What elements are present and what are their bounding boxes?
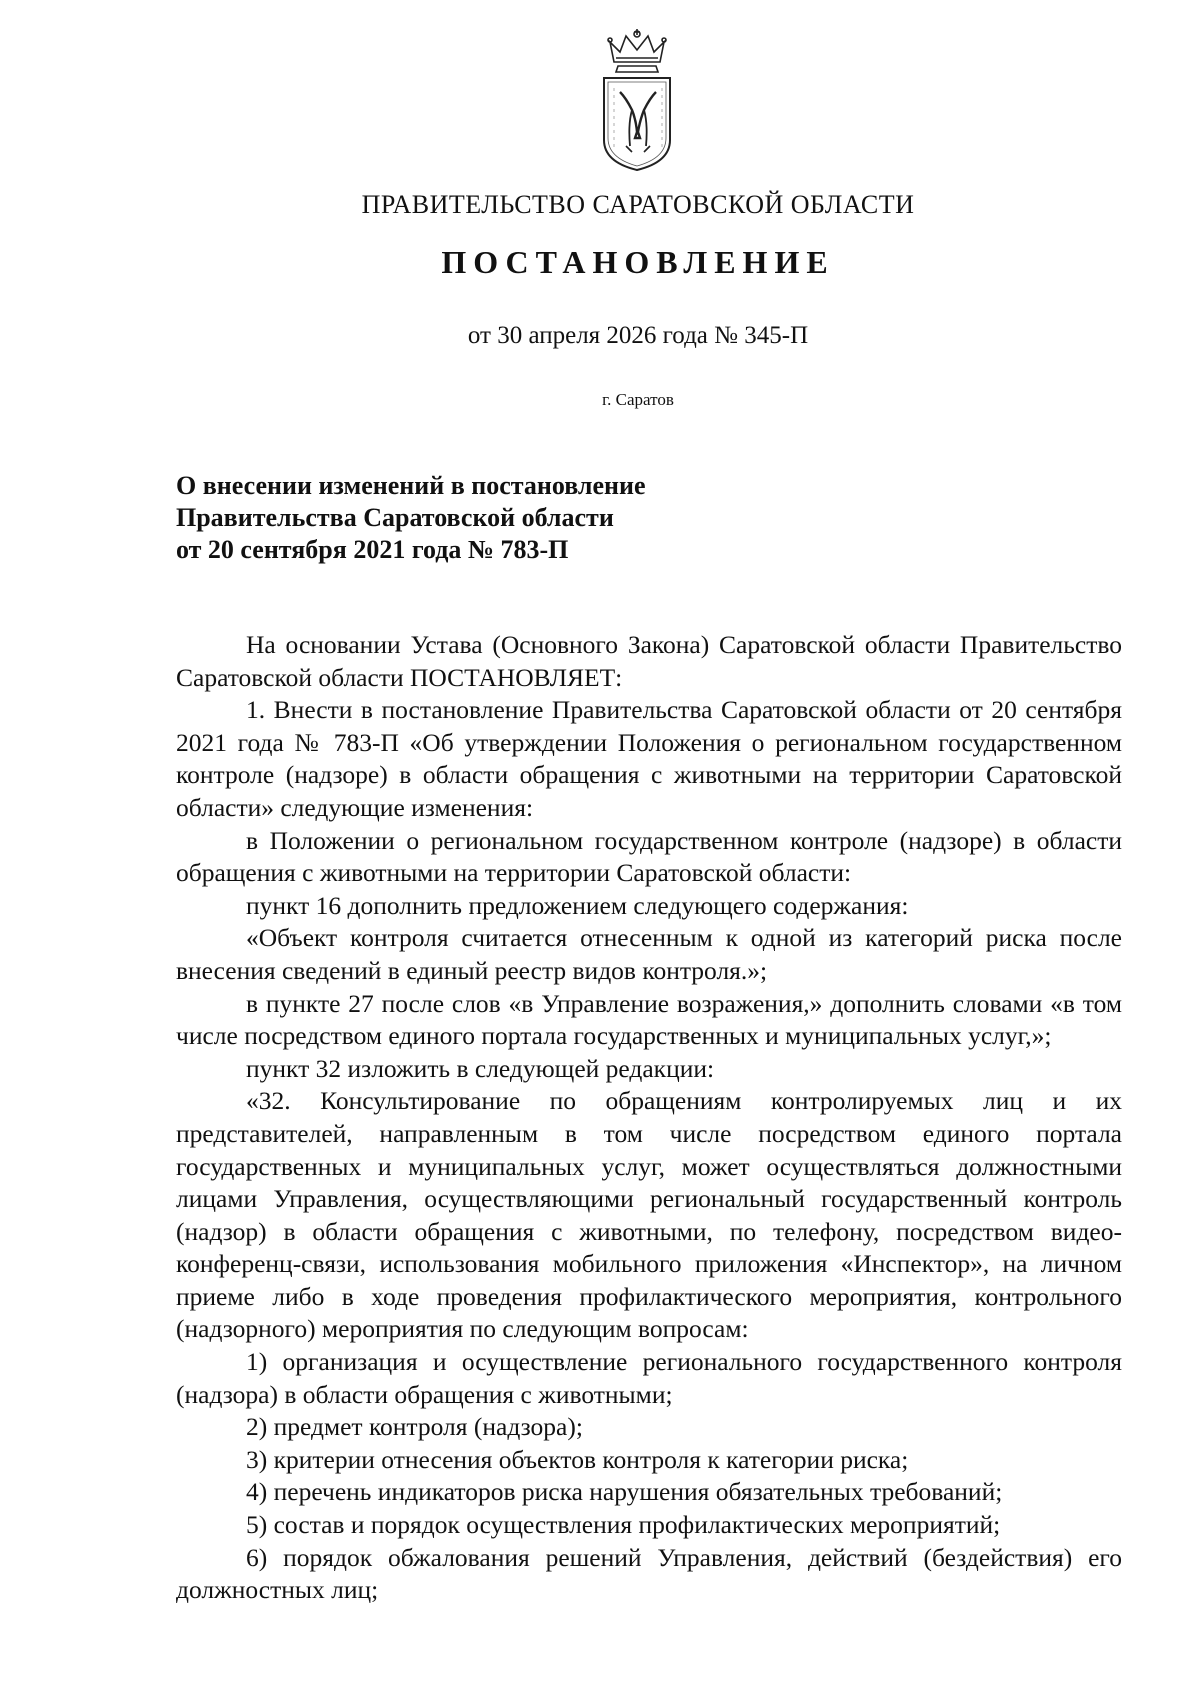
subject-line: от 20 сентября 2021 года № 783-П bbox=[176, 535, 569, 564]
list-item: 3) критерии отнесения объектов контроля к категории риска; bbox=[246, 1444, 909, 1474]
document-subject bbox=[176, 470, 796, 566]
saratov-coat-of-arms-icon bbox=[596, 28, 678, 172]
list-item: 5) состав и порядок осуществления профилактических мероприятий; bbox=[246, 1510, 1001, 1540]
subject-line: Правительства Саратовской области bbox=[176, 503, 614, 532]
paragraph: пункт 16 дополнить предложением следующего содержания: bbox=[246, 890, 909, 920]
document-body bbox=[176, 629, 1122, 1607]
organization-name: ПРАВИТЕЛЬСТВО САРАТОВСКОЙ ОБЛАСТИ bbox=[361, 190, 915, 219]
paragraph-quote: «32. Консультирование по обращениям контролируемых лиц и их представителей, направленным в том числе посредством единого портала государственных и муниципальных услуг, может осуществляться должностными лицами Управления, осуществляющими региональный государственный контроль (надзор) в области обращения с животными, по телефону, посредством видео-конференц-связи, использования мобильного приложения «Инспектор», на личном приеме либо в ходе проведения профилактического мероприятия, контрольного (надзорного) мероприятия по следующим вопросам: bbox=[176, 1086, 1122, 1344]
list-item: 6) порядок обжалования решений Управления, действий (бездействия) его должностных лиц; bbox=[176, 1542, 1122, 1605]
list-item: 1) организация и осуществление регионального государственного контроля (надзора) в области обращения с животными; bbox=[176, 1347, 1122, 1409]
document-date-number: от 30 апреля 2026 года № 345-П bbox=[467, 322, 809, 349]
paragraph: пункт 32 изложить в следующей редакции: bbox=[246, 1053, 715, 1083]
document-type-title: ПОСТАНОВЛЕНИЕ bbox=[441, 244, 835, 280]
paragraph-item-1: 1. Внести в постановление Правительства Саратовской области от 20 сентября 2021 года № 783-П «Об утверждении Положения о региональном государственном контроле (надзоре) в области обращения с животными на территории Саратовской области» следующие изменения: bbox=[176, 695, 1122, 822]
subject-line: О внесении изменений в постановление bbox=[176, 471, 646, 500]
paragraph: в Положении о региональном государственном контроле (надзоре) в области обращения с животными на территории Саратовской области: bbox=[176, 825, 1122, 888]
document-city: г. Саратов bbox=[602, 390, 674, 409]
list-item: 4) перечень индикаторов риска нарушения обязательных требований; bbox=[246, 1477, 1003, 1507]
paragraph-preamble: На основании Устава (Основного Закона) Саратовской области Правительство Саратовской области ПОСТАНОВЛЯЕТ: bbox=[176, 630, 1122, 692]
paragraph: в пункте 27 после слов «в Управление возражения,» дополнить словами «в том числе посредством единого портала государственных и муниципальных услуг,»; bbox=[176, 988, 1122, 1051]
paragraph-quote: «Объект контроля считается отнесенным к одной из категорий риска после внесения сведений в единый реестр видов контроля.»; bbox=[176, 923, 1122, 985]
list-item: 2) предмет контроля (надзора); bbox=[246, 1412, 583, 1442]
